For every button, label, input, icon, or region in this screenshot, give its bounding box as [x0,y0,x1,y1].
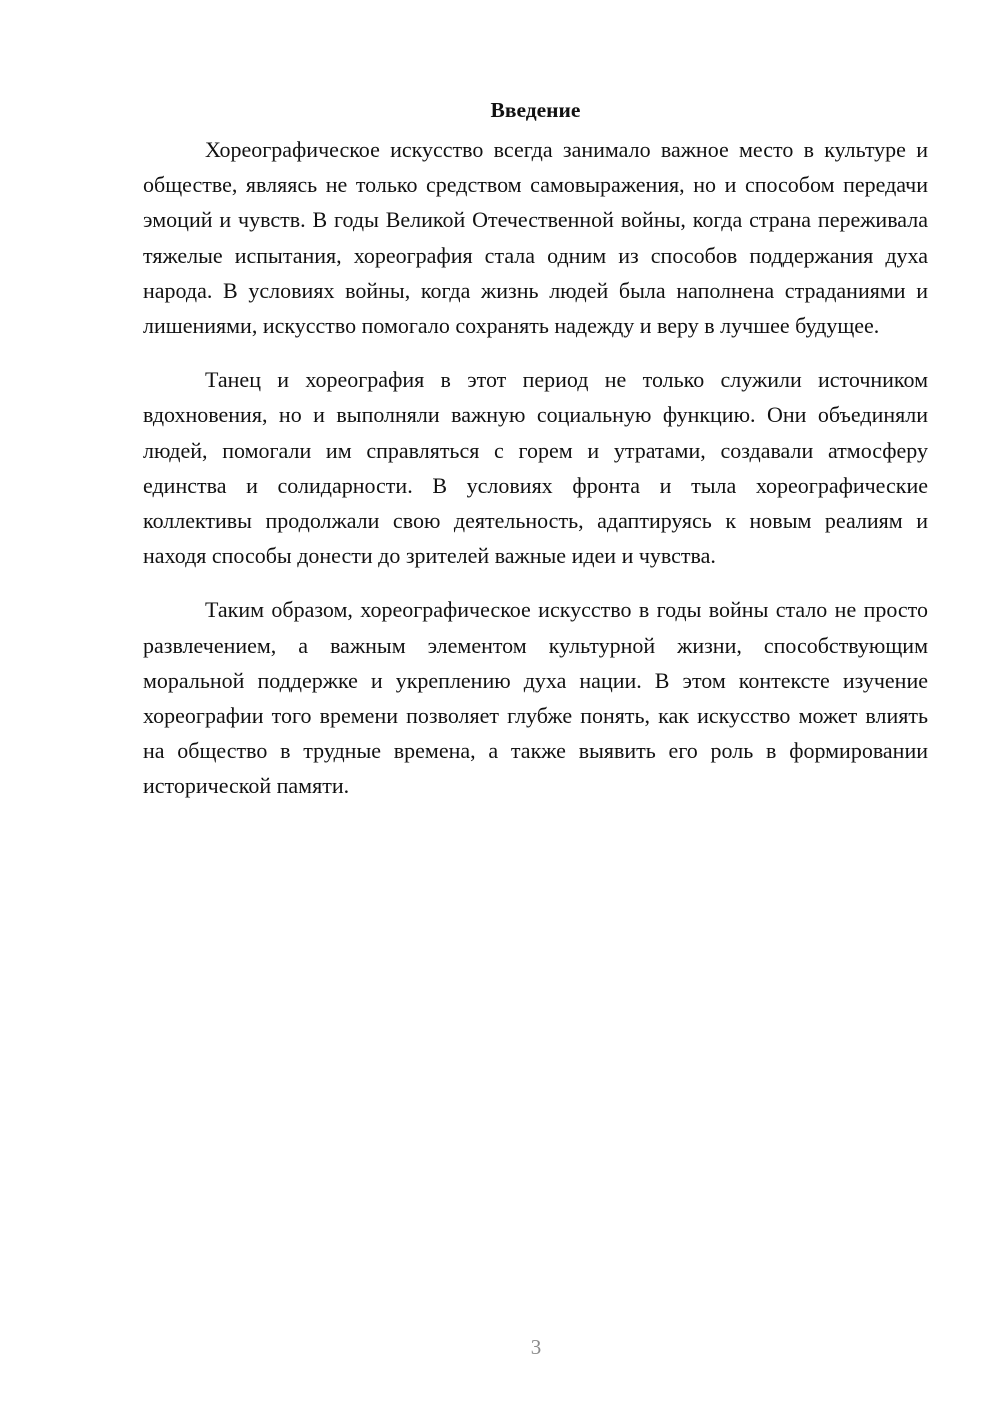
paragraph-1: Хореографическое искусство всегда занимало важное место в культуре и обществе, являясь не только средством самовыражения, но и способом передачи эмоций и чувств. В годы Великой Отечественной войны, когда страна переживала тяжелые испытания, хореография стала одним из способов поддержания духа народа. В условиях войны, когда жизнь людей была наполнена страданиями и лишениями, искусство помогало сохранять надежду и веру в лучшее будущее. [143,137,928,339]
section-title: Введение [490,98,581,122]
paragraph-2: Танец и хореография в этот период не только служили источником вдохновения, но и выполняли важную социальную функцию. Они объединяли людей, помогали им справляться с горем и утратами, создавали атмосферу единства и солидарности. В условиях фронта и тыла хореографические коллективы продолжали свою деятельность, адаптируясь к новым реалиям и находя способы донести до зрителей важные идеи и чувства. [143,367,928,569]
page-body [143,92,928,823]
paragraph-3: Таким образом, хореографическое искусство в годы войны стало не просто развлечением, а важным элементом культурной жизни, способствующим моральной поддержке и укреплению духа нации. В этом контексте изучение хореографии того времени позволяет глубже понять, как искусство может влиять на общество в трудные времена, а также выявить его роль в формировании исторической памяти. [143,597,928,799]
page-number: 3 [530,1335,542,1359]
